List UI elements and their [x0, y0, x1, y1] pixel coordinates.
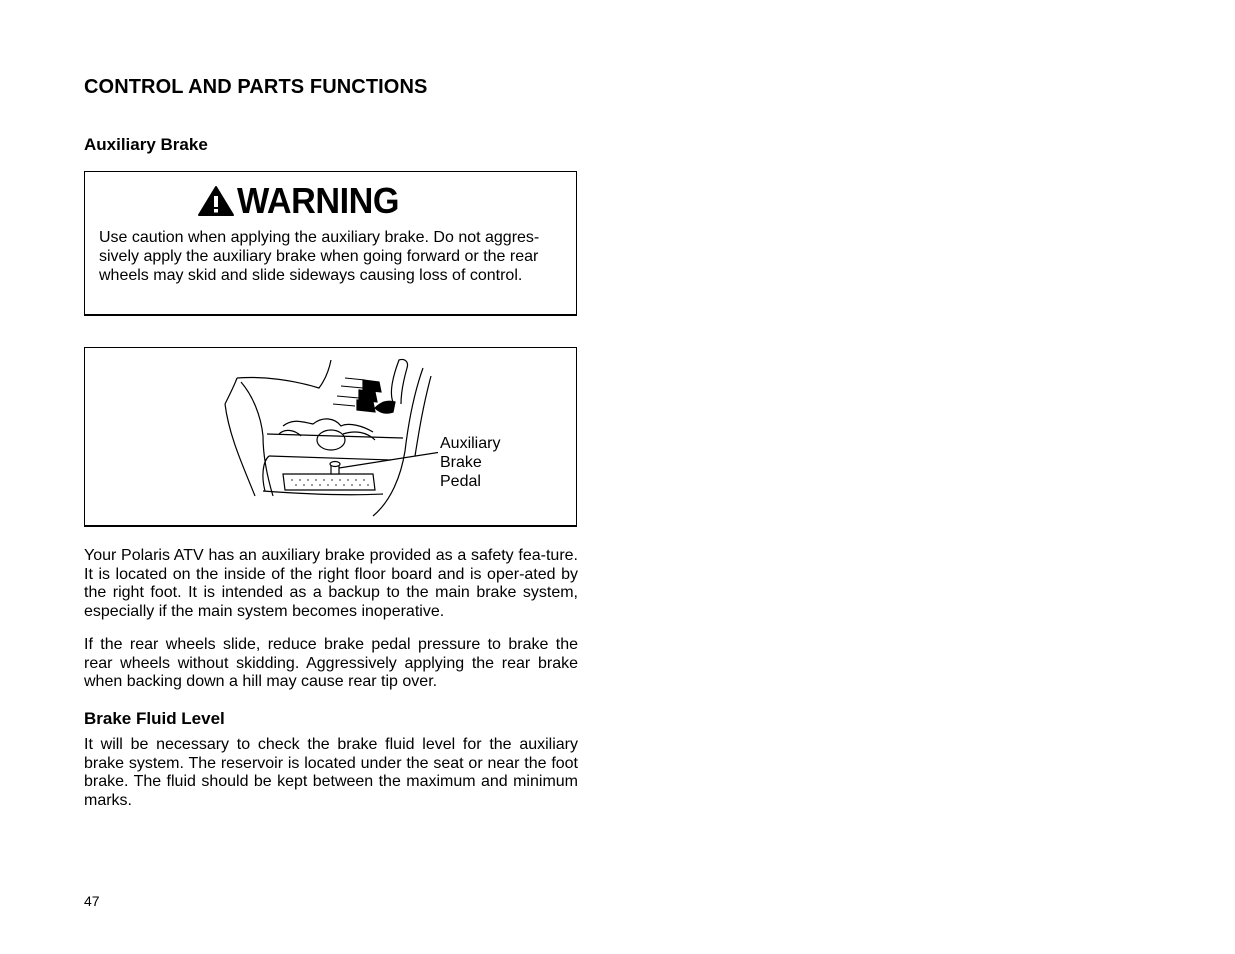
callout-line-1: Auxiliary — [440, 435, 501, 452]
warning-header — [197, 180, 408, 221]
atv-floorboard-illustration — [223, 356, 438, 518]
callout-line-3: Pedal — [440, 473, 481, 490]
auxiliary-brake-paragraph-2: If the rear wheels slide, reduce brake pedal pressure to brake the rear wheels without skidding. Aggressively applying the rear brake when backing down a hill may cause rear tip over. — [84, 636, 578, 690]
warning-label: WARNING — [237, 180, 399, 221]
auxiliary-brake-heading: Auxiliary Brake — [84, 135, 208, 154]
warning-box — [84, 171, 577, 316]
page-number: 47 — [84, 893, 100, 909]
brake-fluid-heading: Brake Fluid Level — [84, 709, 225, 728]
warning-text: Use caution when applying the auxiliary brake. Do not aggres-sively apply the auxiliary brake when going forward or the rear wheels may skid and slide sideways causing loss of control. — [99, 229, 540, 284]
warning-triangle-icon — [197, 185, 235, 217]
auxiliary-brake-figure — [84, 347, 577, 527]
callout-line-2: Brake — [440, 454, 482, 471]
page-title: CONTROL AND PARTS FUNCTIONS — [84, 76, 428, 98]
brake-fluid-paragraph: It will be necessary to check the brake fluid level for the auxiliary brake system. The reservoir is located under the seat or near the foot brake. The fluid should be kept between the maximum and minimum marks. — [84, 736, 578, 809]
auxiliary-brake-pedal-callout — [440, 434, 500, 491]
auxiliary-brake-paragraph-1: Your Polaris ATV has an auxiliary brake provided as a safety fea-ture. It is located on the inside of the right floor board and is oper-ated by the right foot. It is intended as a backup to the main brake system, especially if the main system becomes inoperative. — [84, 547, 578, 620]
